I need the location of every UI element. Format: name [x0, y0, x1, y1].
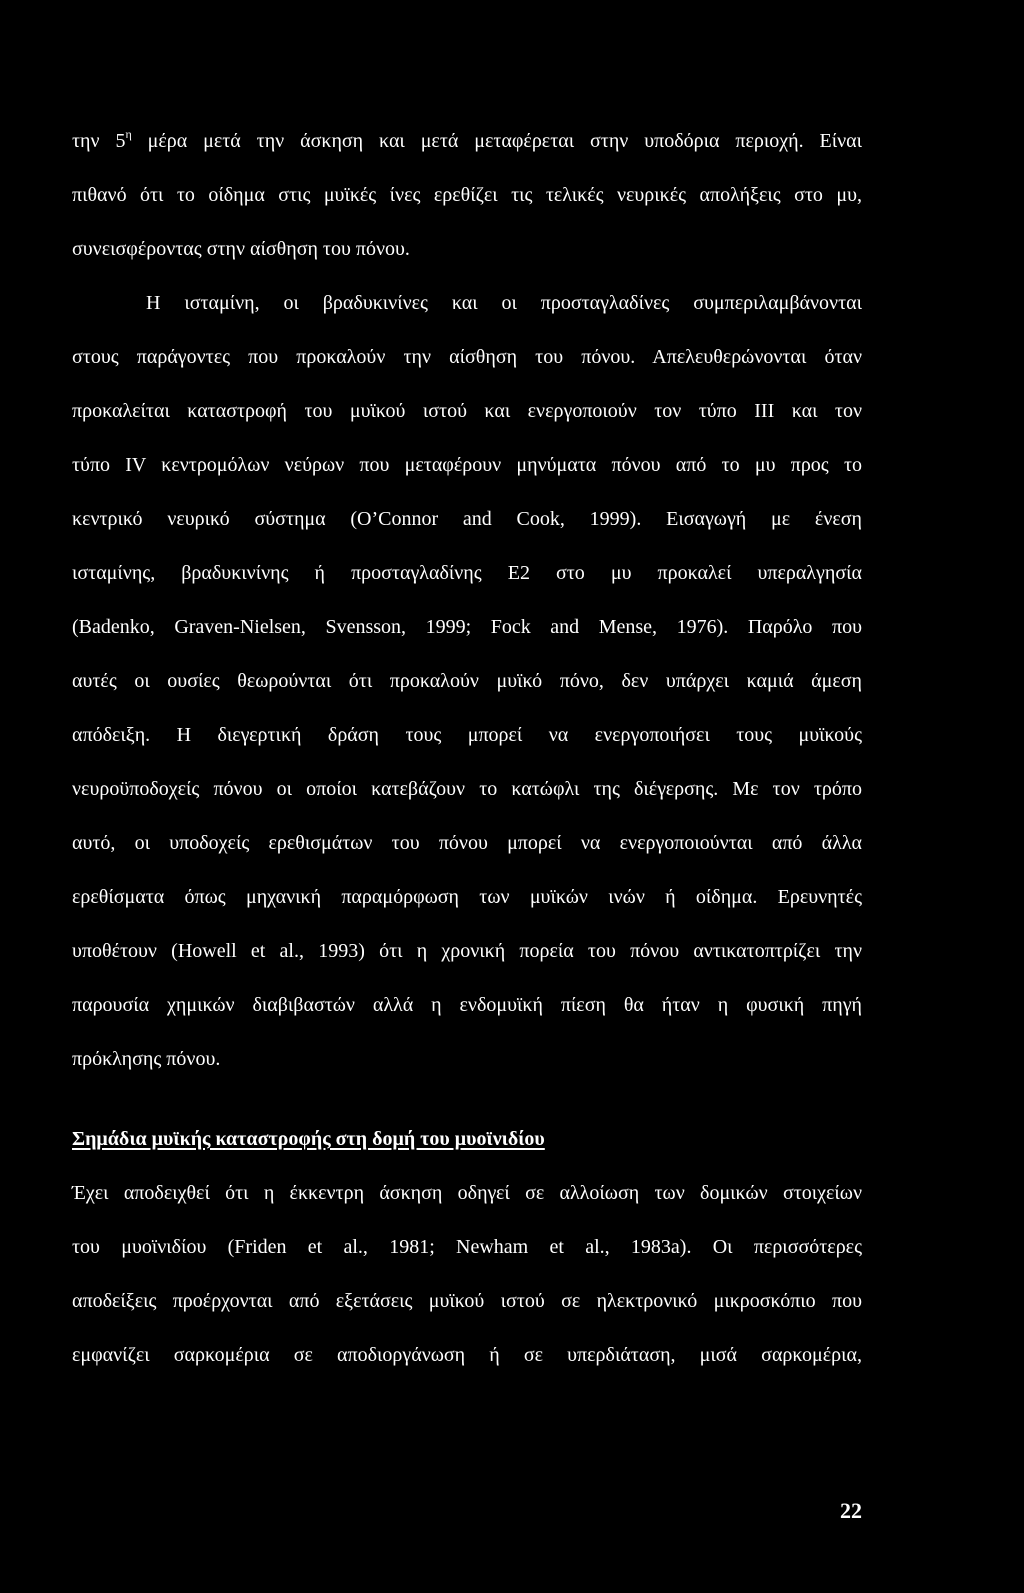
text-line: αποδείξεις προέρχονται από εξετάσεις μυϊκού ιστού σε ηλεκτρονικό μικροσκόπιο που [72, 1290, 862, 1312]
text-line: αυτό, οι υποδοχείς ερεθισμάτων του πόνου μπορεί να ενεργοποιούνται από άλλα [72, 832, 862, 854]
text-line: προκαλείται καταστροφή του μυϊκού ιστού και ενεργοποιούν τον τύπο ΙΙΙ και τον [72, 400, 862, 422]
text-line: (Badenko, Graven-Nielsen, Svensson, 1999; Fock and Mense, 1976). Παρόλο που [72, 616, 862, 638]
text-line: νευροϋποδοχείς πόνου οι οποίοι κατεβάζουν το κατώφλι της διέγερσης. Με τον τρόπο [72, 778, 862, 800]
text-line: την $5^\eta$ μέρα μετά την άσκηση και μετά μεταφέρεται στην υποδόρια περιοχή. Είναι [72, 127, 862, 152]
text-line: εμφανίζει σαρκομέρια σε αποδιοργάνωση ή σε υπερδιάταση, μισά σαρκομέρια, [72, 1344, 862, 1366]
text-line: πρόκλησης πόνου. [72, 1048, 221, 1070]
text-line: παρουσία χημικών διαβιβαστών αλλά η ενδομυϊκή πίεση θα ήταν η φυσική πηγή [72, 994, 862, 1016]
text-line: κεντρικό νευρικό σύστημα (O’Connor and Cook, 1999). Εισαγωγή με ένεση [72, 508, 862, 530]
text-line: ερεθίσματα όπως μηχανική παραμόρφωση των μυϊκών ινών ή οίδημα. Ερευνητές [72, 886, 862, 908]
text-line: Έχει αποδειχθεί ότι η έκκεντρη άσκηση οδηγεί σε αλλοίωση των δομικών στοιχείων [72, 1182, 862, 1204]
section-heading: Σημάδια μυϊκής καταστροφής στη δομή του μυοϊνιδίου [72, 1128, 545, 1150]
text-line: αυτές οι ουσίες θεωρούνται ότι προκαλούν μυϊκό πόνο, δεν υπάρχει καμιά άμεση [72, 670, 862, 692]
text-line: στους παράγοντες που προκαλούν την αίσθηση του πόνου. Απελευθερώνονται όταν [72, 346, 862, 368]
text-line: απόδειξη. Η διεγερτική δράση τους μπορεί να ενεργοποιήσει τους μυϊκούς [72, 724, 862, 746]
text-line: συνεισφέροντας στην αίσθηση του πόνου. [72, 238, 410, 260]
text-line: πιθανό ότι το οίδημα στις μυϊκές ίνες ερεθίζει τις τελικές νευρικές απολήξεις στο μυ, [72, 184, 862, 206]
text-line: τύπο IV κεντρομόλων νεύρων που μεταφέρουν μηνύματα πόνου από το μυ προς το [72, 454, 862, 476]
page-number: 22 [840, 1498, 862, 1523]
text-line: του μυοϊνιδίου (Friden et al., 1981; Newham et al., 1983a). Οι περισσότερες [72, 1236, 862, 1258]
text-line: ισταμίνης, βραδυκινίνης ή προσταγλαδίνης E2 στο μυ προκαλεί υπεραλγησία [72, 562, 862, 584]
text-line: Η ισταμίνη, οι βραδυκινίνες και οι προσταγλαδίνες συμπεριλαμβάνονται [146, 292, 862, 314]
superscript: η [125, 127, 132, 141]
text-line: υποθέτουν (Howell et al., 1993) ότι η χρονική πορεία του πόνου αντικατοπτρίζει την [72, 940, 862, 962]
